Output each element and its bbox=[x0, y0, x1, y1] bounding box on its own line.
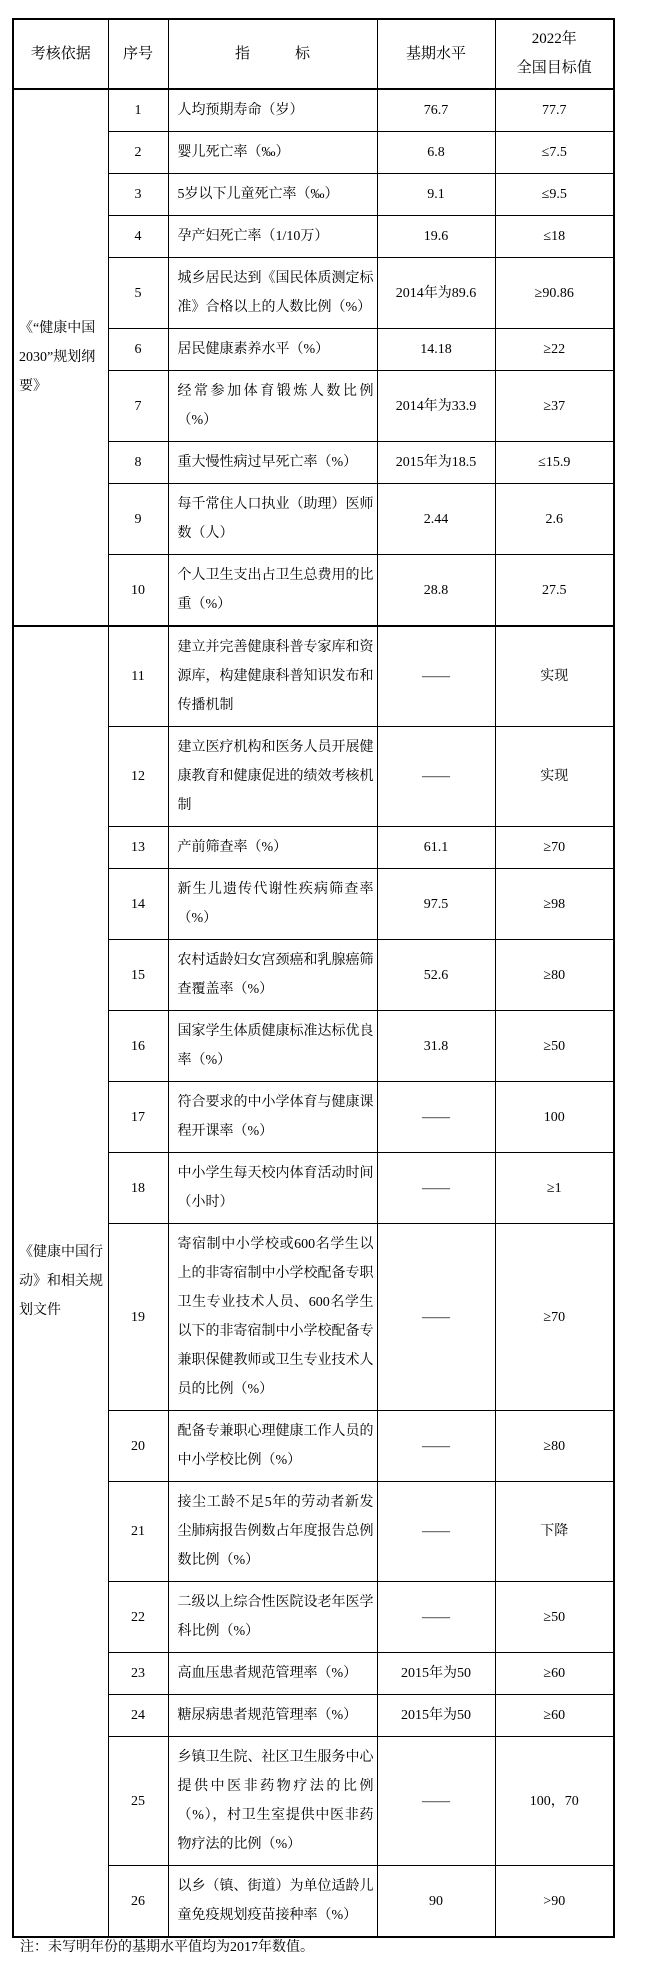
row-number-cell: 12 bbox=[108, 727, 168, 827]
baseline-value-cell: 97.5 bbox=[377, 869, 495, 940]
target-value-cell: ≤7.5 bbox=[495, 132, 614, 174]
row-number-cell: 3 bbox=[108, 174, 168, 216]
baseline-value-cell: 76.7 bbox=[377, 89, 495, 132]
baseline-value-cell: 6.8 bbox=[377, 132, 495, 174]
baseline-value-cell: 2014年为89.6 bbox=[377, 258, 495, 329]
group-label-cell: 《“健康中国2030”规划纲要》 bbox=[13, 89, 108, 626]
baseline-value-cell: 2015年为50 bbox=[377, 1653, 495, 1695]
indicator-cell: 人均预期寿命（岁） bbox=[168, 89, 377, 132]
row-number-cell: 24 bbox=[108, 1695, 168, 1737]
row-number-cell: 1 bbox=[108, 89, 168, 132]
target-value-cell: ≥70 bbox=[495, 827, 614, 869]
baseline-value-cell: —— bbox=[377, 1224, 495, 1411]
row-number-cell: 10 bbox=[108, 555, 168, 627]
baseline-value-cell: 2015年为18.5 bbox=[377, 442, 495, 484]
baseline-value-cell: —— bbox=[377, 727, 495, 827]
target-value-cell: 2.6 bbox=[495, 484, 614, 555]
row-number-cell: 2 bbox=[108, 132, 168, 174]
row-number-cell: 16 bbox=[108, 1011, 168, 1082]
header-cell-indicator: 指 标 bbox=[168, 19, 377, 89]
header-cell-no: 序号 bbox=[108, 19, 168, 89]
indicator-cell: 建立并完善健康科普专家库和资源库，构建健康科普知识发布和传播机制 bbox=[168, 626, 377, 727]
target-value-cell: 77.7 bbox=[495, 89, 614, 132]
target-value-cell: ≥80 bbox=[495, 1411, 614, 1482]
row-number-cell: 9 bbox=[108, 484, 168, 555]
row-number-cell: 19 bbox=[108, 1224, 168, 1411]
table-header bbox=[13, 19, 614, 89]
row-number-cell: 11 bbox=[108, 626, 168, 727]
baseline-value-cell: —— bbox=[377, 1582, 495, 1653]
row-number-cell: 7 bbox=[108, 371, 168, 442]
baseline-value-cell: —— bbox=[377, 1082, 495, 1153]
header-cell-baseline: 基期水平 bbox=[377, 19, 495, 89]
row-number-cell: 25 bbox=[108, 1737, 168, 1866]
indicator-cell: 符合要求的中小学体育与健康课程开课率（%） bbox=[168, 1082, 377, 1153]
indicator-cell: 新生儿遗传代谢性疾病筛查率（%） bbox=[168, 869, 377, 940]
target-value-cell: >90 bbox=[495, 1866, 614, 1938]
baseline-value-cell: 61.1 bbox=[377, 827, 495, 869]
target-value-cell: 下降 bbox=[495, 1482, 614, 1582]
baseline-value-cell: —— bbox=[377, 626, 495, 727]
indicator-cell: 建立医疗机构和医务人员开展健康教育和健康促进的绩效考核机制 bbox=[168, 727, 377, 827]
indicator-cell: 二级以上综合性医院设老年医学科比例（%） bbox=[168, 1582, 377, 1653]
indicator-cell: 乡镇卫生院、社区卫生服务中心提供中医非药物疗法的比例（%），村卫生室提供中医非药物疗法的比例（%） bbox=[168, 1737, 377, 1866]
header-cell-target bbox=[495, 19, 614, 89]
row-number-cell: 8 bbox=[108, 442, 168, 484]
baseline-value-cell: 2014年为33.9 bbox=[377, 371, 495, 442]
target-value-cell: ≥50 bbox=[495, 1011, 614, 1082]
target-value-cell: 27.5 bbox=[495, 555, 614, 627]
baseline-value-cell: —— bbox=[377, 1153, 495, 1224]
indicator-cell: 中小学生每天校内体育活动时间（小时） bbox=[168, 1153, 377, 1224]
row-number-cell: 23 bbox=[108, 1653, 168, 1695]
target-value-cell: 实现 bbox=[495, 727, 614, 827]
baseline-value-cell: 31.8 bbox=[377, 1011, 495, 1082]
indicator-cell: 居民健康素养水平（%） bbox=[168, 329, 377, 371]
row-number-cell: 14 bbox=[108, 869, 168, 940]
baseline-value-cell: 2015年为50 bbox=[377, 1695, 495, 1737]
indicator-cell: 配备专兼职心理健康工作人员的中小学校比例（%） bbox=[168, 1411, 377, 1482]
target-value-cell: 实现 bbox=[495, 626, 614, 727]
target-value-cell: 100 bbox=[495, 1082, 614, 1153]
row-number-cell: 5 bbox=[108, 258, 168, 329]
header-target-line2: 全国目标值 bbox=[516, 60, 592, 76]
indicator-cell: 接尘工龄不足5年的劳动者新发尘肺病报告例数占年度报告总例数比例（%） bbox=[168, 1482, 377, 1582]
table-body bbox=[13, 89, 614, 1937]
indicator-cell: 每千常住人口执业（助理）医师数（人） bbox=[168, 484, 377, 555]
row-number-cell: 26 bbox=[108, 1866, 168, 1938]
baseline-value-cell: 14.18 bbox=[377, 329, 495, 371]
indicator-cell: 经常参加体育锻炼人数比例（%） bbox=[168, 371, 377, 442]
indicator-cell: 寄宿制中小学校或600名学生以上的非寄宿制中小学校配备专职卫生专业技术人员、600名学生以下的非寄宿制中小学校配备专兼职保健教师或卫生专业技术人员的比例（%） bbox=[168, 1224, 377, 1411]
baseline-value-cell: —— bbox=[377, 1737, 495, 1866]
indicator-cell: 重大慢性病过早死亡率（%） bbox=[168, 442, 377, 484]
indicator-cell: 国家学生体质健康标准达标优良率（%） bbox=[168, 1011, 377, 1082]
row-number-cell: 17 bbox=[108, 1082, 168, 1153]
footnote: 注：未写明年份的基期水平值均为2017年数值。 bbox=[20, 1940, 314, 1955]
target-value-cell: ≥60 bbox=[495, 1695, 614, 1737]
row-number-cell: 18 bbox=[108, 1153, 168, 1224]
row-number-cell: 20 bbox=[108, 1411, 168, 1482]
row-number-cell: 22 bbox=[108, 1582, 168, 1653]
baseline-value-cell: 28.8 bbox=[377, 555, 495, 627]
baseline-value-cell: 9.1 bbox=[377, 174, 495, 216]
indicator-cell: 农村适龄妇女宫颈癌和乳腺癌筛查覆盖率（%） bbox=[168, 940, 377, 1011]
target-value-cell: ≤15.9 bbox=[495, 442, 614, 484]
header-target-line1: 2022年 bbox=[531, 31, 577, 47]
target-value-cell: ≥50 bbox=[495, 1582, 614, 1653]
table-row bbox=[13, 89, 614, 132]
target-value-cell: ≤9.5 bbox=[495, 174, 614, 216]
target-value-cell: ≥1 bbox=[495, 1153, 614, 1224]
target-value-cell: ≥60 bbox=[495, 1653, 614, 1695]
baseline-value-cell: 19.6 bbox=[377, 216, 495, 258]
baseline-value-cell: —— bbox=[377, 1411, 495, 1482]
target-value-cell: 100，70 bbox=[495, 1737, 614, 1866]
baseline-value-cell: 90 bbox=[377, 1866, 495, 1938]
target-value-cell: ≥37 bbox=[495, 371, 614, 442]
indicator-cell: 城乡居民达到《国民体质测定标准》合格以上的人数比例（%） bbox=[168, 258, 377, 329]
target-value-cell: ≥22 bbox=[495, 329, 614, 371]
target-value-cell: ≥98 bbox=[495, 869, 614, 940]
group-label-cell: 《健康中国行动》和相关规划文件 bbox=[13, 626, 108, 1937]
row-number-cell: 4 bbox=[108, 216, 168, 258]
table-row bbox=[13, 626, 614, 727]
indicator-cell: 婴儿死亡率（‰） bbox=[168, 132, 377, 174]
indicator-cell: 孕产妇死亡率（1/10万） bbox=[168, 216, 377, 258]
row-number-cell: 13 bbox=[108, 827, 168, 869]
baseline-value-cell: 2.44 bbox=[377, 484, 495, 555]
indicator-cell: 以乡（镇、街道）为单位适龄儿童免疫规划疫苗接种率（%） bbox=[168, 1866, 377, 1938]
target-value-cell: ≤18 bbox=[495, 216, 614, 258]
indicator-table bbox=[12, 18, 615, 1938]
indicator-cell: 高血压患者规范管理率（%） bbox=[168, 1653, 377, 1695]
indicator-cell: 个人卫生支出占卫生总费用的比重（%） bbox=[168, 555, 377, 627]
row-number-cell: 15 bbox=[108, 940, 168, 1011]
target-value-cell: ≥80 bbox=[495, 940, 614, 1011]
row-number-cell: 6 bbox=[108, 329, 168, 371]
row-number-cell: 21 bbox=[108, 1482, 168, 1582]
indicator-cell: 5岁以下儿童死亡率（‰） bbox=[168, 174, 377, 216]
target-value-cell: ≥70 bbox=[495, 1224, 614, 1411]
target-value-cell: ≥90.86 bbox=[495, 258, 614, 329]
baseline-value-cell: —— bbox=[377, 1482, 495, 1582]
header-cell-basis: 考核依据 bbox=[13, 19, 108, 89]
indicator-cell: 产前筛查率（%） bbox=[168, 827, 377, 869]
indicator-cell: 糖尿病患者规范管理率（%） bbox=[168, 1695, 377, 1737]
baseline-value-cell: 52.6 bbox=[377, 940, 495, 1011]
header-row bbox=[13, 19, 614, 89]
